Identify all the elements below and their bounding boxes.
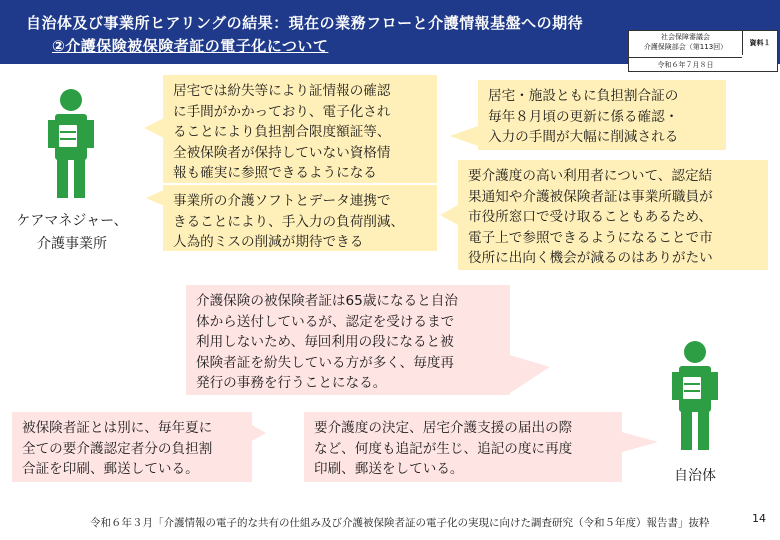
speech-bubble-3: 居宅・施設ともに負担割合証の 毎年８月頃の更新に係る確認・ 入力の手間が大幅に削減される	[478, 80, 726, 150]
speech-bubble-5: 介護保険の被保険者証は65歳になると自治 体から送付しているが、認定を受けるまで 利用しないため、毎回利用の段になると被 保険者証を紛失している方が多く、毎度再 発行の事務を行うことになる。	[186, 285, 510, 395]
speech-bubble-7: 要介護度の決定、居宅介護支援の届出の際 など、何度も追記が生じ、追記の度に再度 印刷、郵送をしている。	[304, 412, 622, 482]
page-number: 14	[752, 512, 766, 525]
speech-bubble-4: 要介護度の高い利用者について、認定結 果通知や介護被保険者証は事業所職員が 市役所窓口で受け取ることもあるため、 電子上で参照できるようになることで市 役所に出向く機会が減るのはありがたい	[458, 160, 768, 270]
speech-bubble-2: 事業所の介護ソフトとデータ連携で きることにより、手入力の負荷削減、 人為的ミスの削減が期待できる	[163, 185, 437, 251]
speech-bubble-6: 被保険者証とは別に、毎年夏に 全ての要介護認定者分の負担割 合証を印刷、郵送している。	[12, 412, 252, 482]
speech-bubble-1: 居宅では紛失等により証情報の確認 に手間がかかっており、電子化され ることにより負担割合限度額証等、 全被保険者が保持していない資格情 報も確実に参照できるようになる	[163, 75, 437, 183]
page-subtitle: ②介護保険被保険者証の電子化について	[52, 37, 329, 55]
document-meta-box	[628, 30, 778, 72]
meta-date: 令和６年７月８日	[629, 57, 742, 70]
bubble-2-tail	[146, 190, 164, 206]
bubble-7-tail	[622, 432, 658, 452]
municipality-label: 自治体	[674, 468, 716, 484]
care-manager-person-icon	[46, 88, 96, 200]
bubble-1-tail	[144, 118, 164, 138]
bubble-3-tail	[450, 126, 478, 146]
bubble-4-tail	[440, 205, 458, 225]
meta-doc-number: 資料１	[742, 31, 777, 55]
page-title: 自治体及び事業所ヒアリングの結果：現在の業務フローと介護情報基盤への期待	[26, 14, 584, 32]
source-footnote: 令和６年３月「介護情報の電子的な共有の仕組み及び介護被保険者証の電子化の実現に向けた調査研究（令和５年度）報告書」抜粋	[90, 517, 710, 529]
bubble-5-tail	[510, 355, 550, 393]
bubble-6-tail	[252, 425, 266, 441]
municipality-person-icon	[670, 340, 720, 452]
care-manager-label: ケアマネジャー、 介護事業所	[16, 213, 128, 252]
meta-org: 社会保障審議会 介護保険部会（第113回）	[643, 33, 728, 51]
